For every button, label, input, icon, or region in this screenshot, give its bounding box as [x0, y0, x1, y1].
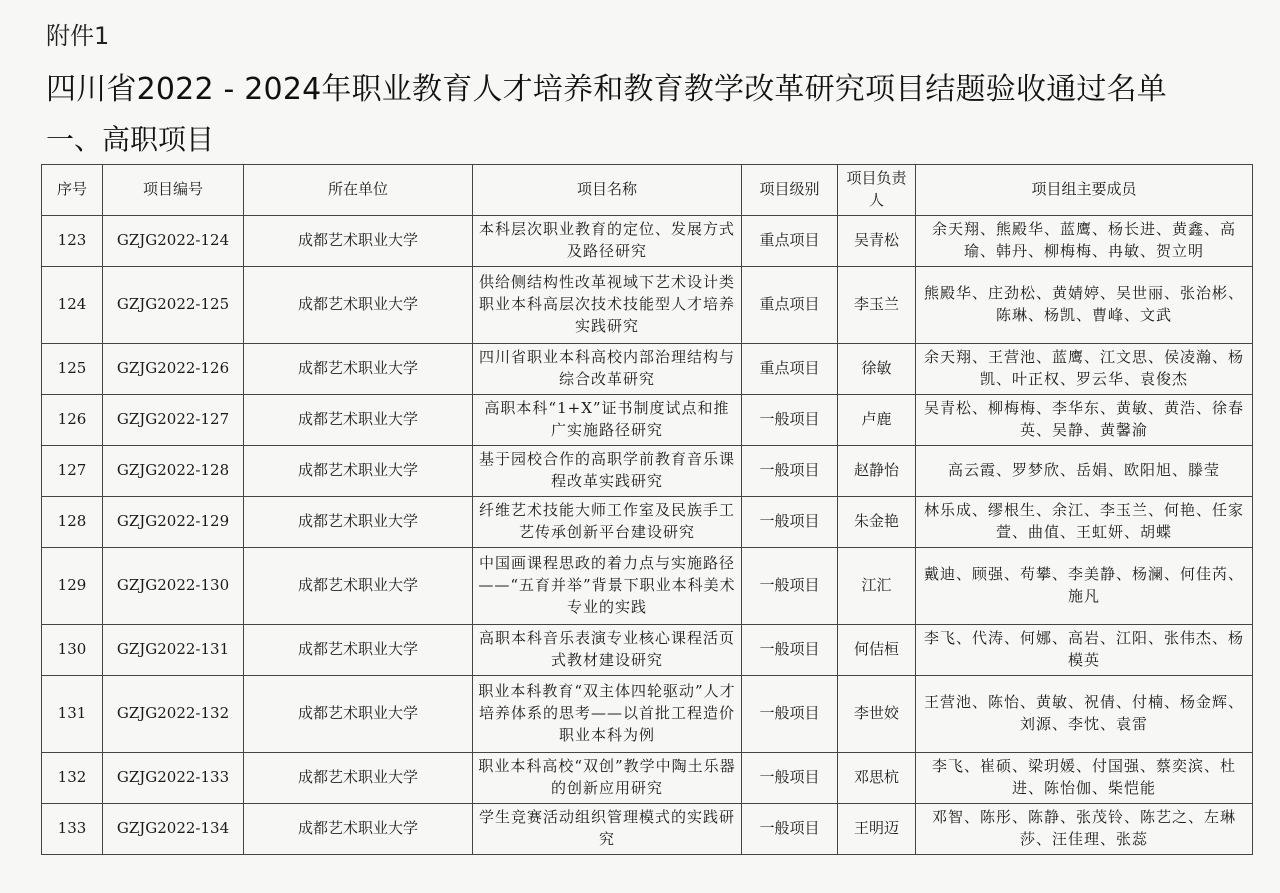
cell-code: GZJG2022-128 — [103, 446, 244, 497]
cell-leader: 江汇 — [838, 548, 916, 625]
cell-leader: 徐敏 — [838, 344, 916, 395]
cell-code: GZJG2022-134 — [103, 804, 244, 855]
cell-project-name: 中国画课程思政的着力点与实施路径——“五育并举”背景下职业本科美术专业的实践 — [473, 548, 742, 625]
cell-leader: 朱金艳 — [838, 497, 916, 548]
cell-members: 吴青松、柳梅梅、李华东、黄敏、黄浩、徐春英、吴静、黄馨渝 — [916, 395, 1253, 446]
table-row — [42, 267, 1253, 344]
document-title: 四川省2022 - 2024年职业教育人才培养和教育教学改革研究项目结题验收通过名单 — [46, 72, 1167, 107]
cell-leader: 何佶桓 — [838, 625, 916, 676]
cell-seq: 129 — [42, 548, 103, 625]
cell-unit: 成都艺术职业大学 — [244, 497, 473, 548]
cell-members: 高云霞、罗梦欣、岳娟、欧阳旭、滕莹 — [916, 446, 1253, 497]
cell-seq: 125 — [42, 344, 103, 395]
cell-members: 王营池、陈怡、黄敏、祝倩、付楠、杨金辉、刘源、李忱、袁雷 — [916, 676, 1253, 753]
cell-level: 一般项目 — [742, 804, 838, 855]
cell-project-name: 职业本科高校“双创”教学中陶土乐器的创新应用研究 — [473, 753, 742, 804]
cell-leader: 李世姣 — [838, 676, 916, 753]
header-name: 项目名称 — [473, 165, 742, 216]
cell-unit: 成都艺术职业大学 — [244, 548, 473, 625]
table-row — [42, 625, 1253, 676]
header-seq: 序号 — [42, 165, 103, 216]
table-header-row — [42, 165, 1253, 216]
table-row — [42, 676, 1253, 753]
cell-members: 李飞、崔硕、梁玥媛、付国强、蔡奕滨、杜进、陈怡伽、柴恺能 — [916, 753, 1253, 804]
cell-code: GZJG2022-131 — [103, 625, 244, 676]
cell-seq: 124 — [42, 267, 103, 344]
cell-code: GZJG2022-124 — [103, 216, 244, 267]
cell-code: GZJG2022-125 — [103, 267, 244, 344]
cell-unit: 成都艺术职业大学 — [244, 446, 473, 497]
cell-project-name: 供给侧结构性改革视域下艺术设计类职业本科高层次技术技能型人才培养实践研究 — [473, 267, 742, 344]
cell-leader: 卢鹿 — [838, 395, 916, 446]
cell-project-name: 高职本科音乐表演专业核心课程活页式教材建设研究 — [473, 625, 742, 676]
cell-project-name: 高职本科“1+X”证书制度试点和推广实施路径研究 — [473, 395, 742, 446]
cell-leader: 王明迈 — [838, 804, 916, 855]
cell-leader: 邓思杭 — [838, 753, 916, 804]
cell-leader: 吴青松 — [838, 216, 916, 267]
cell-code: GZJG2022-126 — [103, 344, 244, 395]
cell-project-name: 学生竞赛活动组织管理模式的实践研究 — [473, 804, 742, 855]
cell-unit: 成都艺术职业大学 — [244, 676, 473, 753]
cell-seq: 126 — [42, 395, 103, 446]
header-level: 项目级别 — [742, 165, 838, 216]
cell-members: 熊殿华、庄劲松、黄婧婷、吴世丽、张治彬、陈琳、杨凯、曹峰、文武 — [916, 267, 1253, 344]
cell-project-name: 四川省职业本科高校内部治理结构与综合改革研究 — [473, 344, 742, 395]
header-code: 项目编号 — [103, 165, 244, 216]
cell-seq: 131 — [42, 676, 103, 753]
table-row — [42, 804, 1253, 855]
cell-code: GZJG2022-132 — [103, 676, 244, 753]
cell-seq: 123 — [42, 216, 103, 267]
cell-unit: 成都艺术职业大学 — [244, 625, 473, 676]
cell-leader: 李玉兰 — [838, 267, 916, 344]
cell-seq: 128 — [42, 497, 103, 548]
cell-unit: 成都艺术职业大学 — [244, 395, 473, 446]
cell-unit: 成都艺术职业大学 — [244, 216, 473, 267]
cell-seq: 133 — [42, 804, 103, 855]
cell-level: 一般项目 — [742, 446, 838, 497]
cell-code: GZJG2022-127 — [103, 395, 244, 446]
cell-level: 一般项目 — [742, 753, 838, 804]
cell-project-name: 本科层次职业教育的定位、发展方式及路径研究 — [473, 216, 742, 267]
cell-members: 李飞、代涛、何娜、高岩、江阳、张伟杰、杨模英 — [916, 625, 1253, 676]
cell-seq: 127 — [42, 446, 103, 497]
cell-level: 一般项目 — [742, 676, 838, 753]
cell-members: 余天翔、熊殿华、蓝鹰、杨长进、黄鑫、高瑜、韩丹、柳梅梅、冉敏、贺立明 — [916, 216, 1253, 267]
cell-unit: 成都艺术职业大学 — [244, 804, 473, 855]
attachment-label: 附件1 — [46, 22, 110, 50]
table-row — [42, 753, 1253, 804]
header-unit: 所在单位 — [244, 165, 473, 216]
cell-unit: 成都艺术职业大学 — [244, 344, 473, 395]
cell-seq: 132 — [42, 753, 103, 804]
cell-members: 邓智、陈彤、陈静、张茂铃、陈艺之、左琳莎、汪佳理、张蕊 — [916, 804, 1253, 855]
cell-unit: 成都艺术职业大学 — [244, 753, 473, 804]
cell-level: 一般项目 — [742, 395, 838, 446]
cell-level: 重点项目 — [742, 267, 838, 344]
cell-seq: 130 — [42, 625, 103, 676]
table-row — [42, 344, 1253, 395]
cell-project-name: 职业本科教育“双主体四轮驱动”人才培养体系的思考——以首批工程造价职业本科为例 — [473, 676, 742, 753]
cell-level: 一般项目 — [742, 548, 838, 625]
cell-unit: 成都艺术职业大学 — [244, 267, 473, 344]
cell-level: 一般项目 — [742, 497, 838, 548]
section-title: 一、高职项目 — [46, 123, 215, 156]
cell-level: 重点项目 — [742, 216, 838, 267]
project-table — [41, 164, 1253, 855]
table-row — [42, 395, 1253, 446]
cell-code: GZJG2022-129 — [103, 497, 244, 548]
table-row — [42, 548, 1253, 625]
cell-leader: 赵静怡 — [838, 446, 916, 497]
cell-level: 一般项目 — [742, 625, 838, 676]
cell-project-name: 纤维艺术技能大师工作室及民族手工艺传承创新平台建设研究 — [473, 497, 742, 548]
cell-level: 重点项目 — [742, 344, 838, 395]
cell-code: GZJG2022-133 — [103, 753, 244, 804]
header-leader: 项目负责人 — [838, 165, 916, 216]
table-row — [42, 446, 1253, 497]
cell-members: 林乐成、缪根生、余江、李玉兰、何艳、任家萱、曲值、王虹妍、胡蝶 — [916, 497, 1253, 548]
cell-code: GZJG2022-130 — [103, 548, 244, 625]
cell-project-name: 基于园校合作的高职学前教育音乐课程改革实践研究 — [473, 446, 742, 497]
table-row — [42, 497, 1253, 548]
table-row — [42, 216, 1253, 267]
cell-members: 余天翔、王营池、蓝鹰、江文思、侯凌瀚、杨凯、叶正权、罗云华、袁俊杰 — [916, 344, 1253, 395]
header-members: 项目组主要成员 — [916, 165, 1253, 216]
cell-members: 戴迪、顾强、苟攀、李美静、杨澜、何佳芮、施凡 — [916, 548, 1253, 625]
